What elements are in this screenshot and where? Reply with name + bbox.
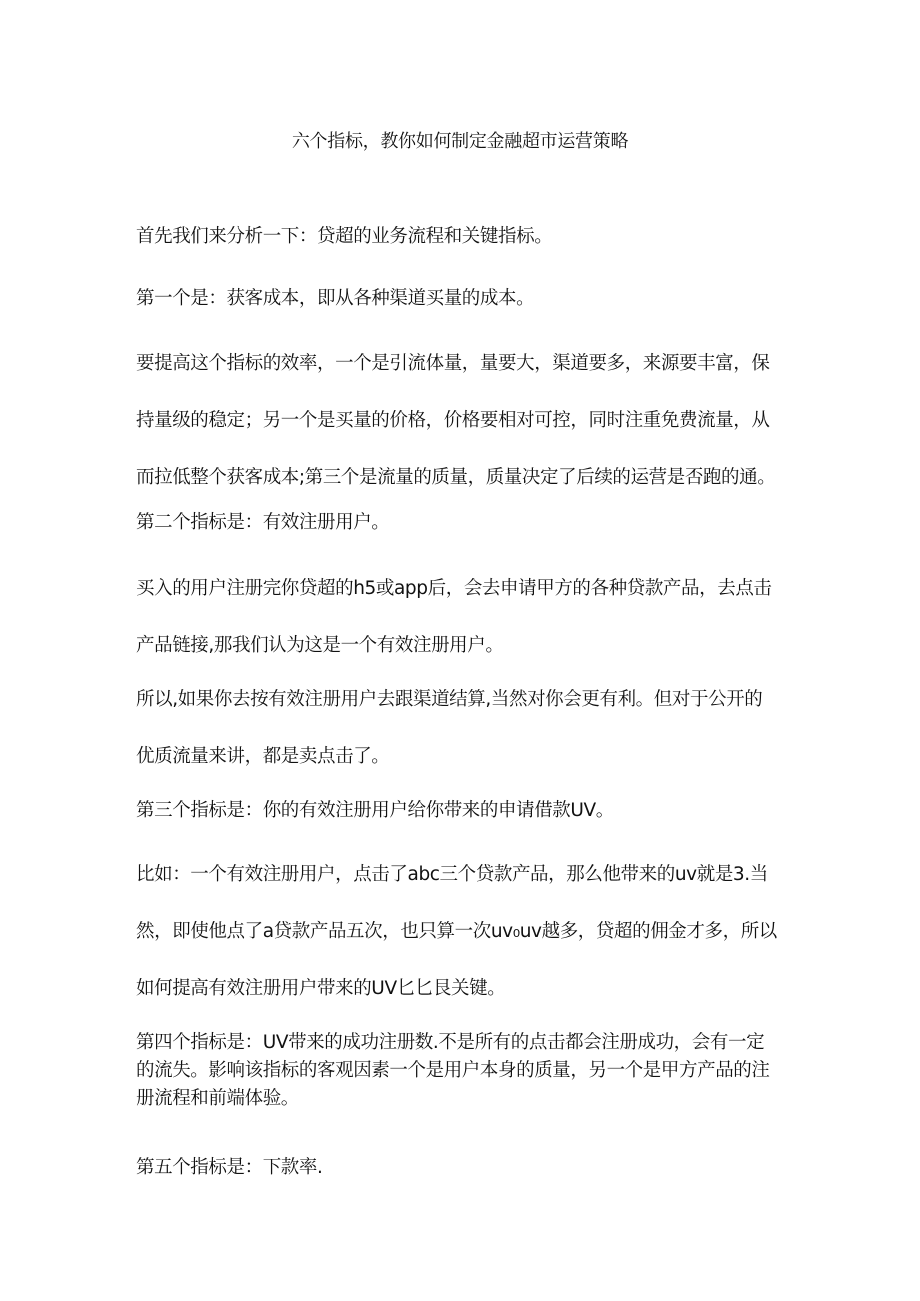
paragraph-indicator-1 — [136, 286, 792, 312]
paragraph-indicator-3 — [136, 798, 792, 824]
paragraph-line: 产品链接,那我们认为这是一个有效注册用户。 — [136, 635, 504, 656]
paragraph-line: 而拉低整个获客成本;第三个是流量的质量，质量决定了后续的运营是否跑的通。 — [136, 467, 776, 488]
paragraph-line: 要提高这个指标的效率，一个是引流体量，量要大，渠道要多，来源要丰富，保 — [136, 353, 770, 374]
paragraph-line: 的流失。影响该指标的客观因素一个是用户本身的质量，另一个是甲方产品的注 — [136, 1060, 770, 1081]
paragraph-line: 第一个是：获客成本，即从各种渠道买量的成本。 — [136, 288, 535, 309]
paragraph-line: 买入的用户注册完你贷超的h5或app后，会去申请甲方的各种贷款产品，去点击 — [136, 578, 772, 599]
paragraph-indicator-1-detail — [136, 335, 792, 506]
paragraph-line: 首先我们来分析一下：贷超的业务流程和关键指标。 — [136, 226, 553, 247]
paragraph-line: 然，即使他点了a贷款产品五次，也只算一次uv₀uv越多，贷超的佣金才多，所以 — [136, 921, 777, 942]
paragraph-line: 第五个指标是：下款率. — [136, 1157, 323, 1178]
paragraph-indicator-5 — [136, 1155, 792, 1181]
paragraph-settlement — [136, 671, 792, 785]
paragraph-line: 第四个指标是：UV带来的成功注册数.不是所有的点击都会注册成功，会有一定 — [136, 1032, 765, 1053]
paragraph-line: 所以,如果你去按有效注册用户去跟渠道结算,当然对你会更有利。但对于公开的 — [136, 689, 763, 710]
paragraph-intro — [136, 224, 792, 250]
paragraph-indicator-2 — [136, 510, 792, 536]
paragraph-line: 比如：一个有效注册用户，点击了abc三个贷款产品，那么他带来的uv就是3.当 — [136, 864, 768, 885]
paragraph-line: 持量级的稳定；另一个是买量的价格，价格要相对可控，同时注重免费流量，从 — [136, 410, 770, 431]
paragraph-line: 册流程和前端体验。 — [136, 1088, 299, 1109]
paragraph-indicator-4 — [136, 1029, 792, 1113]
document-title: 六个指标，教你如何制定金融超市运营策略 — [291, 131, 629, 152]
paragraph-line: 如何提高有效注册用户带来的UV匕匕艮关键。 — [136, 978, 506, 999]
paragraph-line: 第二个指标是：有效注册用户。 — [136, 512, 390, 533]
paragraph-indicator-3-detail — [136, 846, 792, 1017]
paragraph-line: 第三个指标是：你的有效注册用户给你带来的申请借款UV。 — [136, 800, 614, 821]
paragraph-indicator-2-detail — [136, 560, 792, 674]
paragraph-line: 优质流量来讲，都是卖点击了。 — [136, 746, 390, 767]
